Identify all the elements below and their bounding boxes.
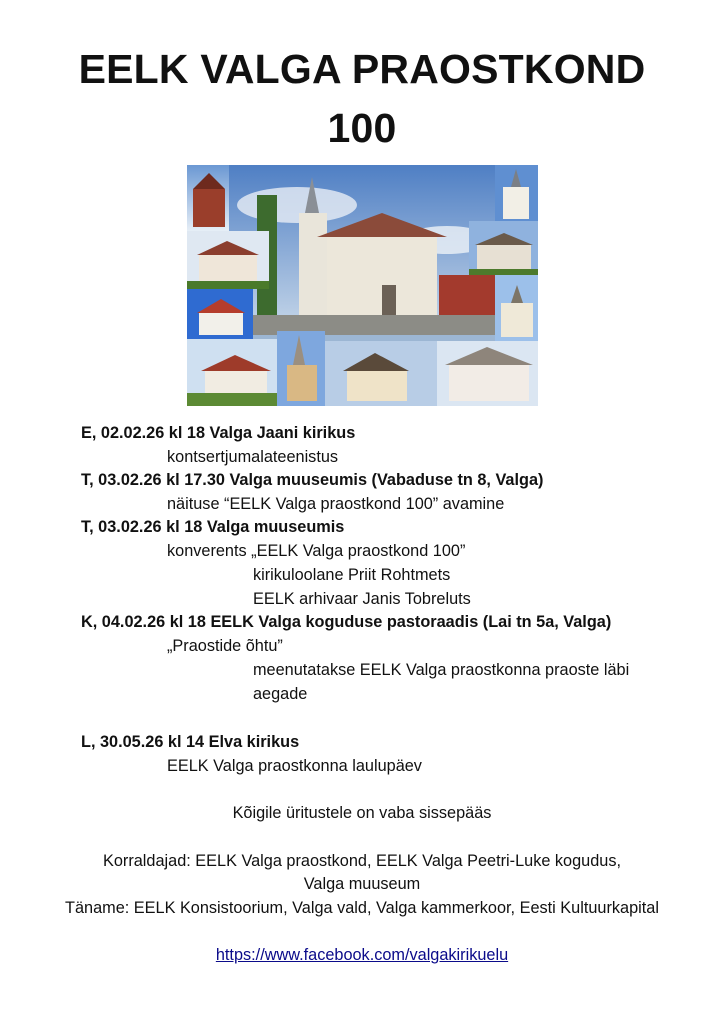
- event-heading: L, 30.05.26 kl 14 Elva kirikus: [81, 733, 300, 751]
- event-detail: kontsertjumalateenistus: [167, 448, 339, 466]
- facebook-link[interactable]: https://www.facebook.com/valgakirikuelu: [215, 946, 509, 964]
- event-speaker: kirikuloolane Priit Rohtmets: [253, 566, 451, 584]
- event-speaker: EELK arhivaar Janis Tobreluts: [253, 590, 471, 608]
- facebook-link-row: [0, 945, 724, 965]
- event-detail: näituse “EELK Valga praostkond 100” avamine: [167, 495, 505, 513]
- event-description: meenutatakse EELK Valga praostkonna praoste läbi: [253, 661, 630, 679]
- page-title-number: 100: [327, 105, 397, 151]
- page-title: EELK VALGA PRAOSTKOND: [78, 46, 646, 92]
- event-heading: K, 04.02.26 kl 18 EELK Valga koguduse pastoraadis (Lai tn 5a, Valga): [81, 613, 612, 631]
- event-heading: T, 03.02.26 kl 17.30 Valga muuseumis (Vabaduse tn 8, Valga): [81, 471, 544, 489]
- event-detail: „Praostide õhtu”: [167, 637, 283, 655]
- event-heading: E, 02.02.26 kl 18 Valga Jaani kirikus: [81, 424, 356, 442]
- free-entry-note: Kõigile üritustele on vaba sissepääs: [232, 804, 492, 822]
- event-detail: EELK Valga praostkonna laulupäev: [167, 757, 422, 775]
- event-description: aegade: [253, 685, 308, 703]
- church-photo-collage: [187, 165, 538, 406]
- organizers-line: Valga muuseum: [303, 875, 421, 893]
- thanks-line: Täname: EELK Konsistoorium, Valga vald, Valga kammerkoor, Eesti Kultuurkapital: [65, 899, 659, 917]
- organizers-line: Korraldajad: EELK Valga praostkond, EELK Valga Peetri-Luke kogudus,: [102, 852, 621, 870]
- church-collage-icon: [187, 165, 538, 406]
- event-detail: konverents „EELK Valga praostkond 100”: [167, 542, 466, 560]
- event-heading: T, 03.02.26 kl 18 Valga muuseumis: [81, 518, 345, 536]
